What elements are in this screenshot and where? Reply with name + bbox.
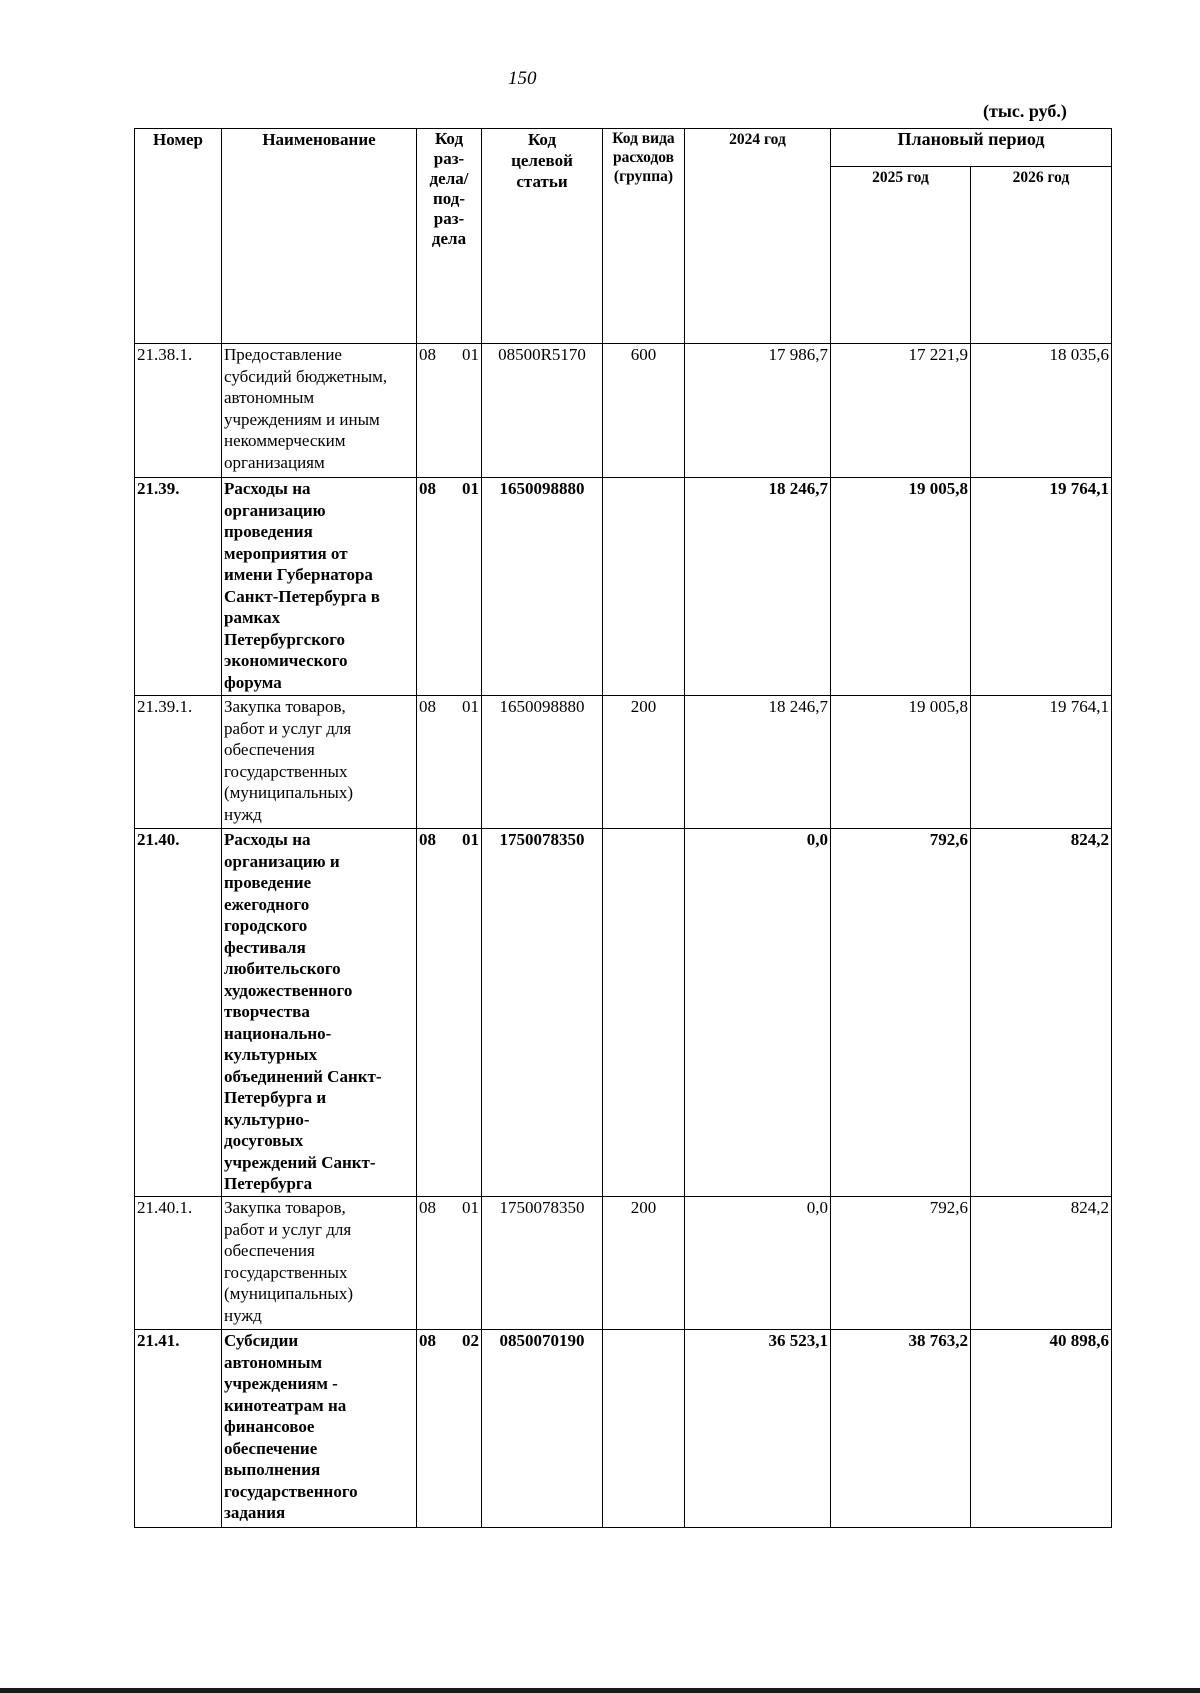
row-value-2025: 38 763,2 bbox=[831, 1330, 971, 1528]
table-header bbox=[135, 129, 1112, 344]
header-expense-kind: Код вида расходов (группа) bbox=[603, 129, 685, 344]
budget-table bbox=[134, 128, 1112, 1528]
row-name: Закупка товаров, работ и услуг для обеспечения государственных (муниципальных) нужд bbox=[222, 1197, 417, 1330]
row-value-2024: 0,0 bbox=[685, 829, 831, 1197]
row-value-2025: 792,6 bbox=[831, 1197, 971, 1330]
row-razdel: 08 bbox=[419, 345, 436, 364]
header-number: Номер bbox=[135, 129, 222, 344]
row-razdel: 08 bbox=[419, 1331, 436, 1350]
row-name: Предоставление субсидий бюджетным, автономным учреждениям и иным некоммерческим организациям bbox=[222, 344, 417, 478]
row-podrazdel: 02 bbox=[462, 1331, 479, 1350]
row-section-code bbox=[417, 1197, 482, 1330]
header-section-code: Код раз- дела/ под- раз- дела bbox=[417, 129, 482, 344]
row-target-code: 1750078350 bbox=[482, 829, 603, 1197]
row-value-2026: 824,2 bbox=[971, 829, 1112, 1197]
table-row bbox=[135, 696, 1112, 829]
header-target-code: Код целевой статьи bbox=[482, 129, 603, 344]
row-value-2024: 18 246,7 bbox=[685, 696, 831, 829]
row-value-2024: 18 246,7 bbox=[685, 478, 831, 696]
row-value-2024: 17 986,7 bbox=[685, 344, 831, 478]
row-expense-kind: 200 bbox=[603, 696, 685, 829]
row-number: 21.39. bbox=[135, 478, 222, 696]
header-name: Наименование bbox=[222, 129, 417, 344]
row-razdel: 08 bbox=[419, 830, 436, 849]
row-podrazdel: 01 bbox=[462, 345, 479, 364]
row-section-code bbox=[417, 344, 482, 478]
row-target-code: 1650098880 bbox=[482, 696, 603, 829]
row-name: Расходы на организацию проведения мероприятия от имени Губернатора Санкт-Петербурга в рамках Петербургского экономического форума bbox=[222, 478, 417, 696]
row-value-2026: 824,2 bbox=[971, 1197, 1112, 1330]
row-value-2026: 19 764,1 bbox=[971, 478, 1112, 696]
row-value-2026: 19 764,1 bbox=[971, 696, 1112, 829]
row-name: Субсидии автономным учреждениям - кинотеатрам на финансовое обеспечение выполнения государственного задания bbox=[222, 1330, 417, 1528]
header-year-2025: 2025 год bbox=[831, 167, 971, 344]
row-expense-kind: 600 bbox=[603, 344, 685, 478]
row-podrazdel: 01 bbox=[462, 697, 479, 716]
row-value-2025: 19 005,8 bbox=[831, 478, 971, 696]
row-value-2026: 40 898,6 bbox=[971, 1330, 1112, 1528]
row-expense-kind bbox=[603, 1330, 685, 1528]
row-target-code: 08500R5170 bbox=[482, 344, 603, 478]
row-razdel: 08 bbox=[419, 1198, 436, 1217]
row-name: Расходы на организацию и проведение ежегодного городского фестиваля любительского художественного творчества национально- культурных объединений Санкт- Петербурга и культурно- досуговых учреждений Санкт- Петербурга bbox=[222, 829, 417, 1197]
row-expense-kind bbox=[603, 478, 685, 696]
row-number: 21.38.1. bbox=[135, 344, 222, 478]
header-planned-period: Плановый период bbox=[831, 129, 1112, 167]
page-number: 150 bbox=[508, 68, 537, 89]
table-row bbox=[135, 829, 1112, 1197]
row-section-code bbox=[417, 1330, 482, 1528]
scan-bottom-edge bbox=[0, 1688, 1200, 1693]
row-name: Закупка товаров, работ и услуг для обеспечения государственных (муниципальных) нужд bbox=[222, 696, 417, 829]
row-section-code bbox=[417, 478, 482, 696]
row-number: 21.39.1. bbox=[135, 696, 222, 829]
row-podrazdel: 01 bbox=[462, 1198, 479, 1217]
row-value-2025: 19 005,8 bbox=[831, 696, 971, 829]
row-value-2026: 18 035,6 bbox=[971, 344, 1112, 478]
table-row bbox=[135, 344, 1112, 478]
table-row bbox=[135, 1330, 1112, 1528]
row-razdel: 08 bbox=[419, 697, 436, 716]
header-year-2024: 2024 год bbox=[685, 129, 831, 344]
row-razdel: 08 bbox=[419, 479, 436, 498]
units-label: (тыс. руб.) bbox=[983, 101, 1067, 121]
row-number: 21.41. bbox=[135, 1330, 222, 1528]
row-number: 21.40.1. bbox=[135, 1197, 222, 1330]
row-number: 21.40. bbox=[135, 829, 222, 1197]
table-row bbox=[135, 1197, 1112, 1330]
row-target-code: 1750078350 bbox=[482, 1197, 603, 1330]
table-body bbox=[135, 344, 1112, 1528]
row-value-2025: 792,6 bbox=[831, 829, 971, 1197]
row-value-2025: 17 221,9 bbox=[831, 344, 971, 478]
row-value-2024: 0,0 bbox=[685, 1197, 831, 1330]
row-value-2024: 36 523,1 bbox=[685, 1330, 831, 1528]
row-expense-kind: 200 bbox=[603, 1197, 685, 1330]
row-section-code bbox=[417, 829, 482, 1197]
row-expense-kind bbox=[603, 829, 685, 1197]
table-row bbox=[135, 478, 1112, 696]
row-podrazdel: 01 bbox=[462, 479, 479, 498]
row-target-code: 0850070190 bbox=[482, 1330, 603, 1528]
row-section-code bbox=[417, 696, 482, 829]
header-year-2026: 2026 год bbox=[971, 167, 1112, 344]
row-podrazdel: 01 bbox=[462, 830, 479, 849]
row-target-code: 1650098880 bbox=[482, 478, 603, 696]
